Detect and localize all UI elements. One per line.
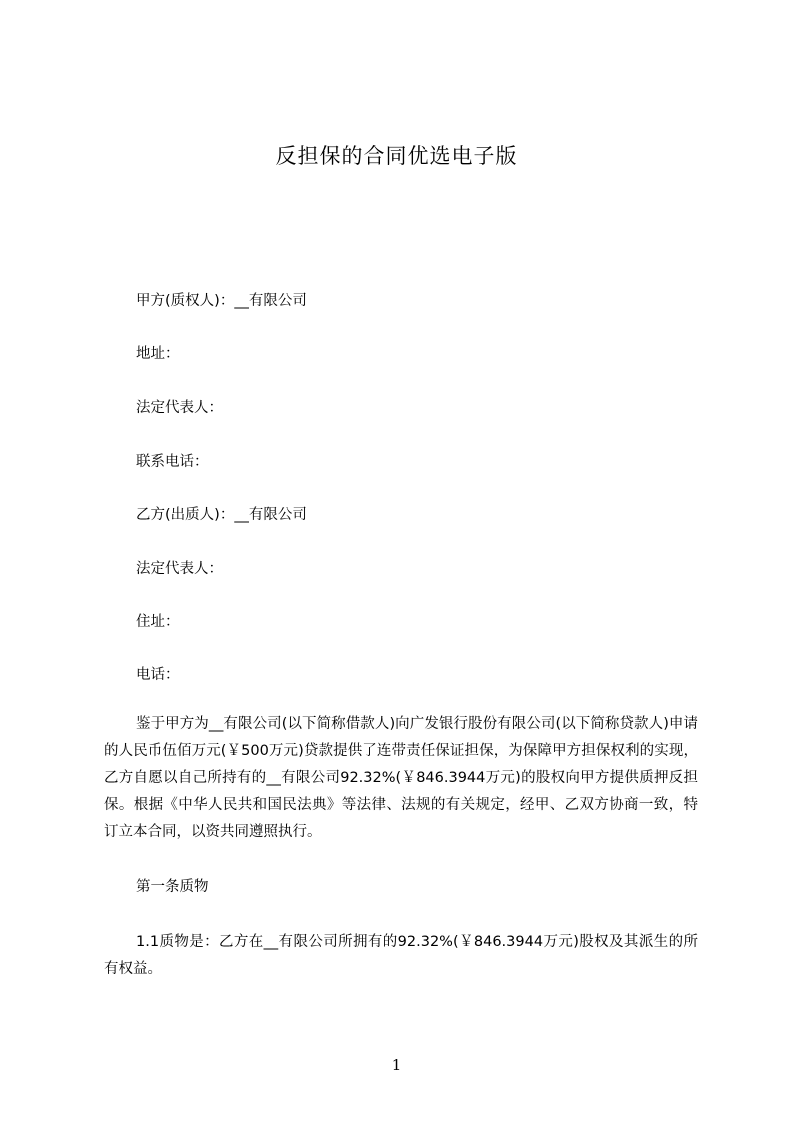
preamble-paragraph [104,711,698,846]
pledgee-legal-representative-line: 法定代表人： [136,400,223,416]
pledgor-address-line: 住址： [136,614,180,630]
document-title: 反担保的合同优选电子版 [275,144,518,168]
clause-1-1-text: 1.1质物是：乙方在__有限公司所拥有的92.32%(￥846.3944万元)股权及其派生的所有权益。 [104,934,698,977]
pledgee-address-line: 地址： [136,346,180,362]
pledgee-phone-line: 联系电话： [136,454,209,470]
pledgee-line: 甲方(质权人)：__有限公司 [136,293,307,309]
pledgor-legal-representative-line: 法定代表人： [136,561,223,577]
clause-1-1-paragraph [104,929,698,983]
pledgor-line: 乙方(出质人)：__有限公司 [136,507,307,523]
preamble-text: 鉴于甲方为__有限公司(以下简称借款人)向广发银行股份有限公司(以下简称贷款人)申请的人民币伍佰万元(￥500万元)贷款提供了连带责任保证担保，为保障甲方担保权利的实现，乙方自愿以自己所持有的__有限公司92.32%(￥846.3944万元)的股权向甲方提供质押反担保。根据《中华人民共和国民法典》等法律、法规的有关规定，经甲、乙双方协商一致，特订立本合同，以资共同遵照执行。 [104,716,698,840]
article-1-heading: 第一条质物 [136,879,209,895]
pledgor-phone-line: 电话： [136,667,180,683]
page-number: 1 [391,1056,402,1074]
